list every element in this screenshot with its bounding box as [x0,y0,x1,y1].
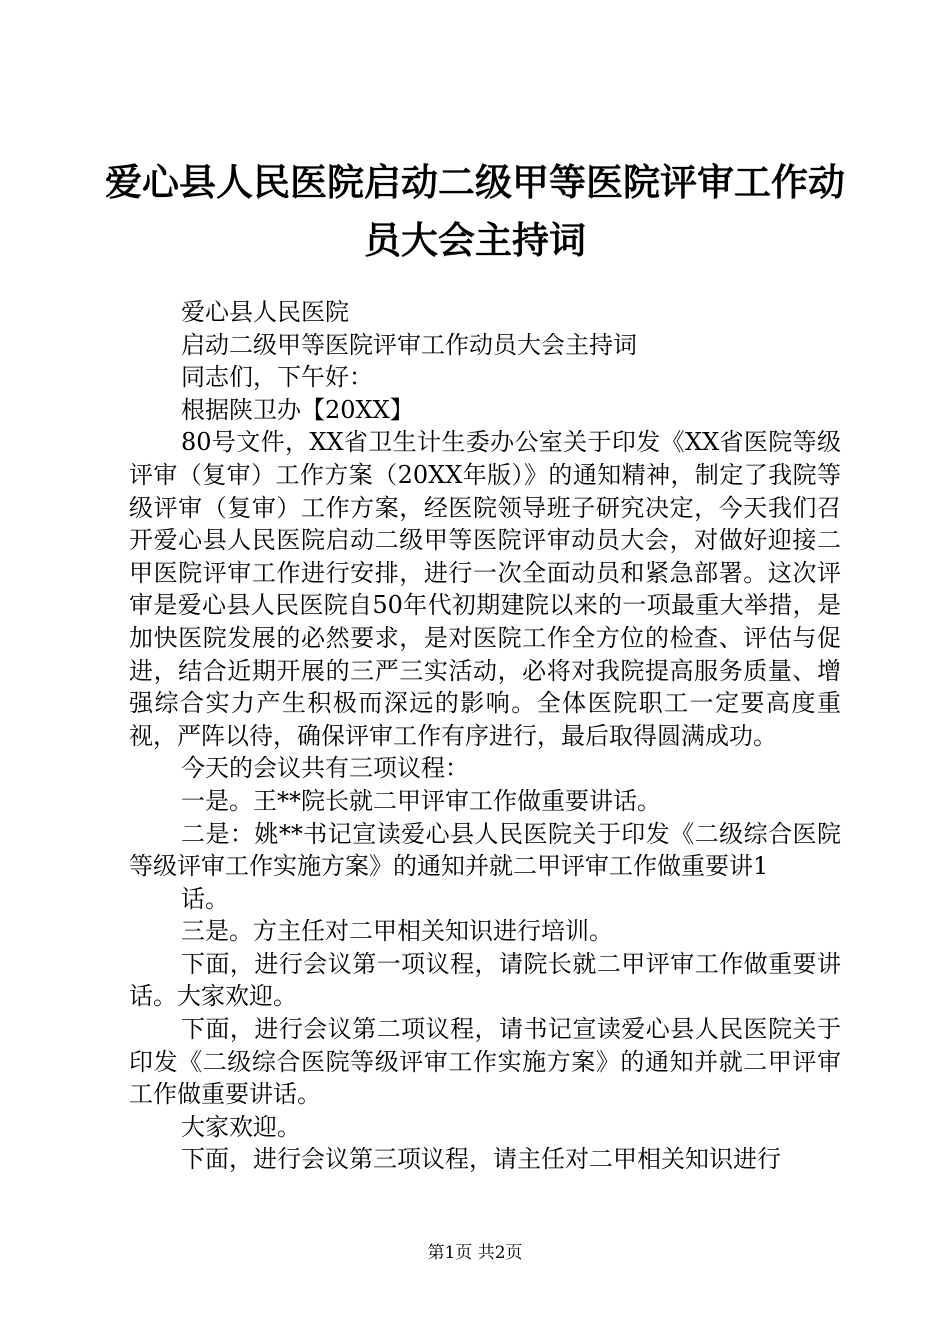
paragraph-hospital-name: 爱心县人民医院 [181,298,349,326]
document-title-line-2: 员大会主持词 [364,218,586,262]
paragraph-welcome: 大家欢迎。 [181,1112,301,1141]
paragraph-greeting: 同志们，下午好： [181,363,373,392]
paragraph-reference: 根据陕卫办【20XX】 [181,395,414,424]
paragraph-agenda-item-2: 二是：姚**书记宣读爱心县人民医院关于印发《二级综合医院等级评审工作实施方案》的通知并就二甲评审工作做重要讲1 [129,819,841,881]
paragraph-third-agenda: 下面，进行会议第三项议程，请主任对二甲相关知识进行 [181,1145,781,1174]
paragraph-second-agenda: 下面，进行会议第二项议程，请书记宣读爱心县人民医院关于印发《二级综合医院等级评审工作实施方案》的通知并就二甲评审工作做重要讲话。 [129,1015,841,1109]
paragraph-agenda-item-3: 三是。方主任对二甲相关知识进行培训。 [181,917,613,946]
document-body [129,296,841,1176]
paragraph-first-agenda: 下面，进行会议第一项议程，请院长就二甲评审工作做重要讲话。大家欢迎。 [129,949,841,1011]
paragraph-agenda-item-1: 一是。王**院长就二甲评审工作做重要讲话。 [181,786,661,815]
paragraph-agenda-item-2-cont: 话。 [181,884,229,913]
paragraph-agenda-intro: 今天的会议共有三项议程： [181,754,469,783]
document-title-line-1: 爱心县人民医院启动二级甲等医院评审工作动 [105,160,845,204]
paragraph-introduction: 80号文件，XX省卫生计生委办公室关于印发《XX省医院等级评审（复审）工作方案（20XX年版）》的通知精神，制定了我院等级评审（复审）工作方案，经医院领导班子研究决定，今天我们召开爱心县人民医院启动二级甲等医院评审动员大会，对做好迎接二甲医院评审工作进行安排，进行一次全面动员和紧急部署。这次评审是爱心县人民医院自50年代初期建院以来的一项最重大举措，是加快医院发展的必然要求，是对医院工作全方位的检查、评估与促进，结合近期开展的三严三实活动，必将对我院提高服务质量、增强综合实力产生积极而深远的影响。全体医院职工一定要高度重视，严阵以待，确保评审工作有序进行，最后取得圆满成功。 [129,428,841,750]
paragraph-subtitle: 启动二级甲等医院评审工作动员大会主持词 [181,330,637,359]
page-number-footer: 第1页 共2页 [427,1243,523,1263]
